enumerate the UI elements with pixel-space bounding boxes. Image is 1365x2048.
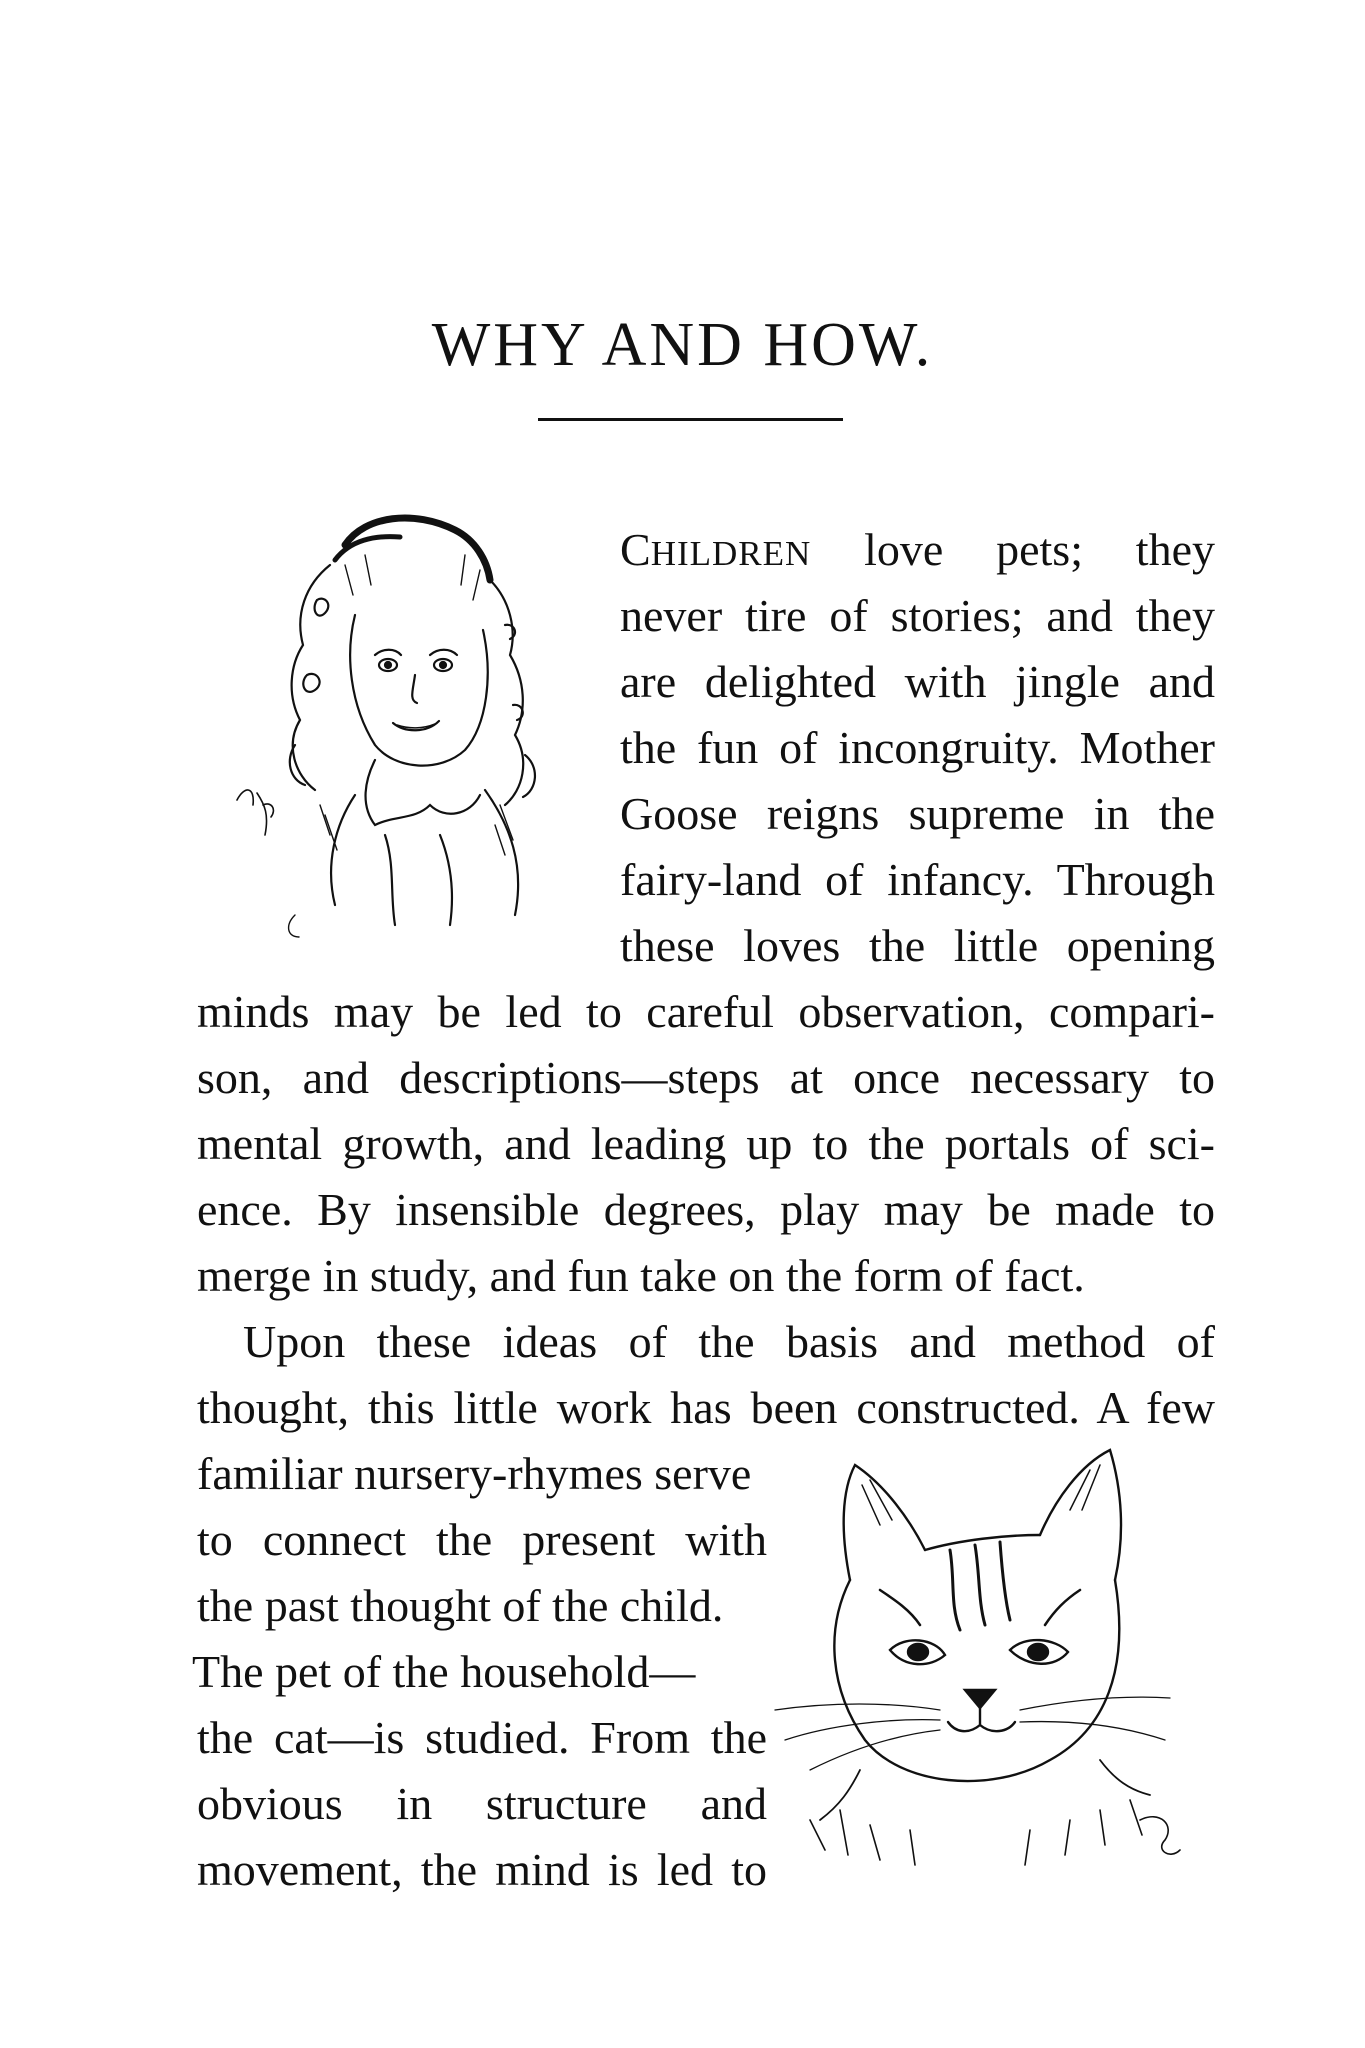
paragraph-2-line-1: Upon these ideas of the basis and method of	[243, 1316, 1215, 1367]
line-text: love pets; they	[811, 524, 1215, 575]
girl-portrait-icon	[225, 505, 585, 945]
paragraph-1-line-9: son, and descriptions—steps at once necessary to	[197, 1052, 1215, 1103]
paragraph-1-line-7: these loves the little opening	[620, 920, 1215, 971]
paragraph-1-line-11: ence. By insensible degrees, play may be made to	[197, 1184, 1215, 1235]
paragraph-1-line-8: minds may be led to careful observation, compari-	[197, 986, 1215, 1037]
paragraph-1-line-5: Goose reigns supreme in the	[620, 788, 1215, 839]
paragraph-1-line-4: the fun of incongruity. Mother	[620, 722, 1215, 773]
paragraph-1-line-6: fairy-land of infancy. Through	[620, 854, 1215, 905]
paragraph-1-line-12: merge in study, and fun take on the form of fact.	[197, 1250, 1085, 1301]
title-divider	[538, 418, 843, 421]
small-caps-word: HILDREN	[650, 534, 812, 573]
paragraph-2-line-6: The pet of the household—	[192, 1646, 696, 1697]
paragraph-2-line-2: thought, this little work has been constructed. A few	[197, 1382, 1215, 1433]
paragraph-2-line-9: movement, the mind is led to	[197, 1844, 767, 1895]
chapter-title: WHY AND HOW.	[431, 311, 934, 379]
paragraph-2-line-8: obvious in structure and	[197, 1778, 767, 1829]
paragraph-1-line-1	[620, 517, 1215, 583]
paragraph-2-line-7: the cat—is studied. From the	[197, 1712, 767, 1763]
cat-head-icon	[770, 1440, 1195, 1880]
drop-initial: C	[620, 524, 651, 575]
paragraph-1-line-10: mental growth, and leading up to the portals of sci-	[197, 1118, 1215, 1169]
paragraph-1-line-2: never tire of stories; and they	[620, 590, 1215, 641]
paragraph-1-line-3: are delighted with jingle and	[620, 656, 1215, 707]
paragraph-2-line-4: to connect the present with	[197, 1514, 767, 1565]
paragraph-2-line-5: the past thought of the child.	[197, 1580, 724, 1631]
paragraph-2-line-3: familiar nursery-rhymes serve	[197, 1448, 752, 1499]
